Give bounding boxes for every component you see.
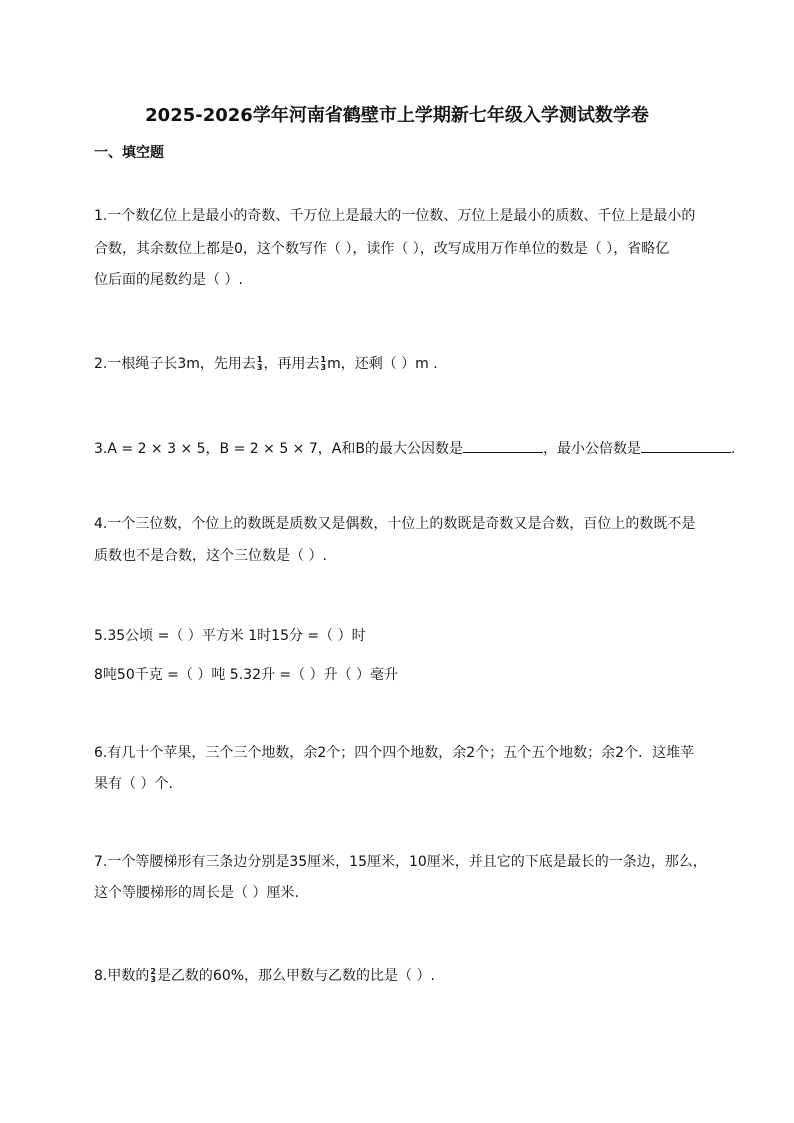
question-1-line-3: 位后面的尾数约是（ ）. <box>94 272 243 288</box>
question-7-line-1: 7.一个等腰梯形有三条边分别是35厘米，15厘米，10厘米，并且它的下底是最长的一条边，那么， <box>94 854 707 870</box>
question-2-text-1: 2.一根绳子长3m，先用去 <box>94 356 256 372</box>
question-7-line-2: 这个等腰梯形的周长是（ ）厘米. <box>94 885 299 901</box>
question-8-text-1: 8.甲数的 <box>94 968 150 984</box>
document-title: 2025-2026学年河南省鹤壁市上学期新七年级入学测试数学卷 <box>145 105 649 126</box>
question-8 <box>94 965 435 985</box>
question-1-line-2: 合数，其余数位上都是0，这个数写作（ ），读作（ ），改写成用万作单位的数是（ ），省略亿 <box>94 241 670 257</box>
question-4-line-2: 质数也不是合数，这个三位数是（ ）. <box>94 548 327 564</box>
question-5-line-1: 5.35公顷 =（ ）平方米 1时15分 =（ ）时 <box>94 628 366 644</box>
question-6-line-2: 果有（ ）个. <box>94 776 173 792</box>
question-8-text-2: 是乙数的60%，那么甲数与乙数的比是（ ）. <box>156 968 435 984</box>
question-3-text-2: ，最小公倍数是 <box>542 441 641 457</box>
section-heading: 一、填空题 <box>94 145 164 161</box>
fraction-one-third-2: 1 3 <box>320 355 327 372</box>
question-2-text-3: m，还剩（ ）m . <box>327 356 438 372</box>
question-1-line-1: 1.一个数亿位上是最小的奇数、千万位上是最大的一位数、万位上是最小的质数、千位上是最小的 <box>94 208 696 224</box>
question-5-line-2: 8吨50千克 =（ ）吨 5.32升 =（ ）升（ ）毫升 <box>94 667 399 683</box>
question-3-text-3: . <box>730 441 736 457</box>
question-3 <box>94 438 735 458</box>
answer-blank-lcm[interactable] <box>641 440 731 453</box>
question-4-line-1: 4.一个三位数，个位上的数既是质数又是偶数，十位上的数既是奇数又是合数，百位上的数既不是 <box>94 516 696 532</box>
question-6-line-1: 6.有几十个苹果，三个三个地数，余2个；四个四个地数，余2个；五个五个地数；余2个．这堆苹 <box>94 745 695 761</box>
fraction-two-thirds: 2 3 <box>150 967 156 984</box>
answer-blank-gcd[interactable] <box>463 440 543 453</box>
fraction-one-third: 1 3 <box>256 355 263 372</box>
question-3-text-1: 3.A = 2 × 3 × 5，B = 2 × 5 × 7，A和B的最大公因数是 <box>94 441 463 457</box>
question-2 <box>94 353 438 373</box>
question-2-text-2: ，再用去 <box>263 356 320 372</box>
